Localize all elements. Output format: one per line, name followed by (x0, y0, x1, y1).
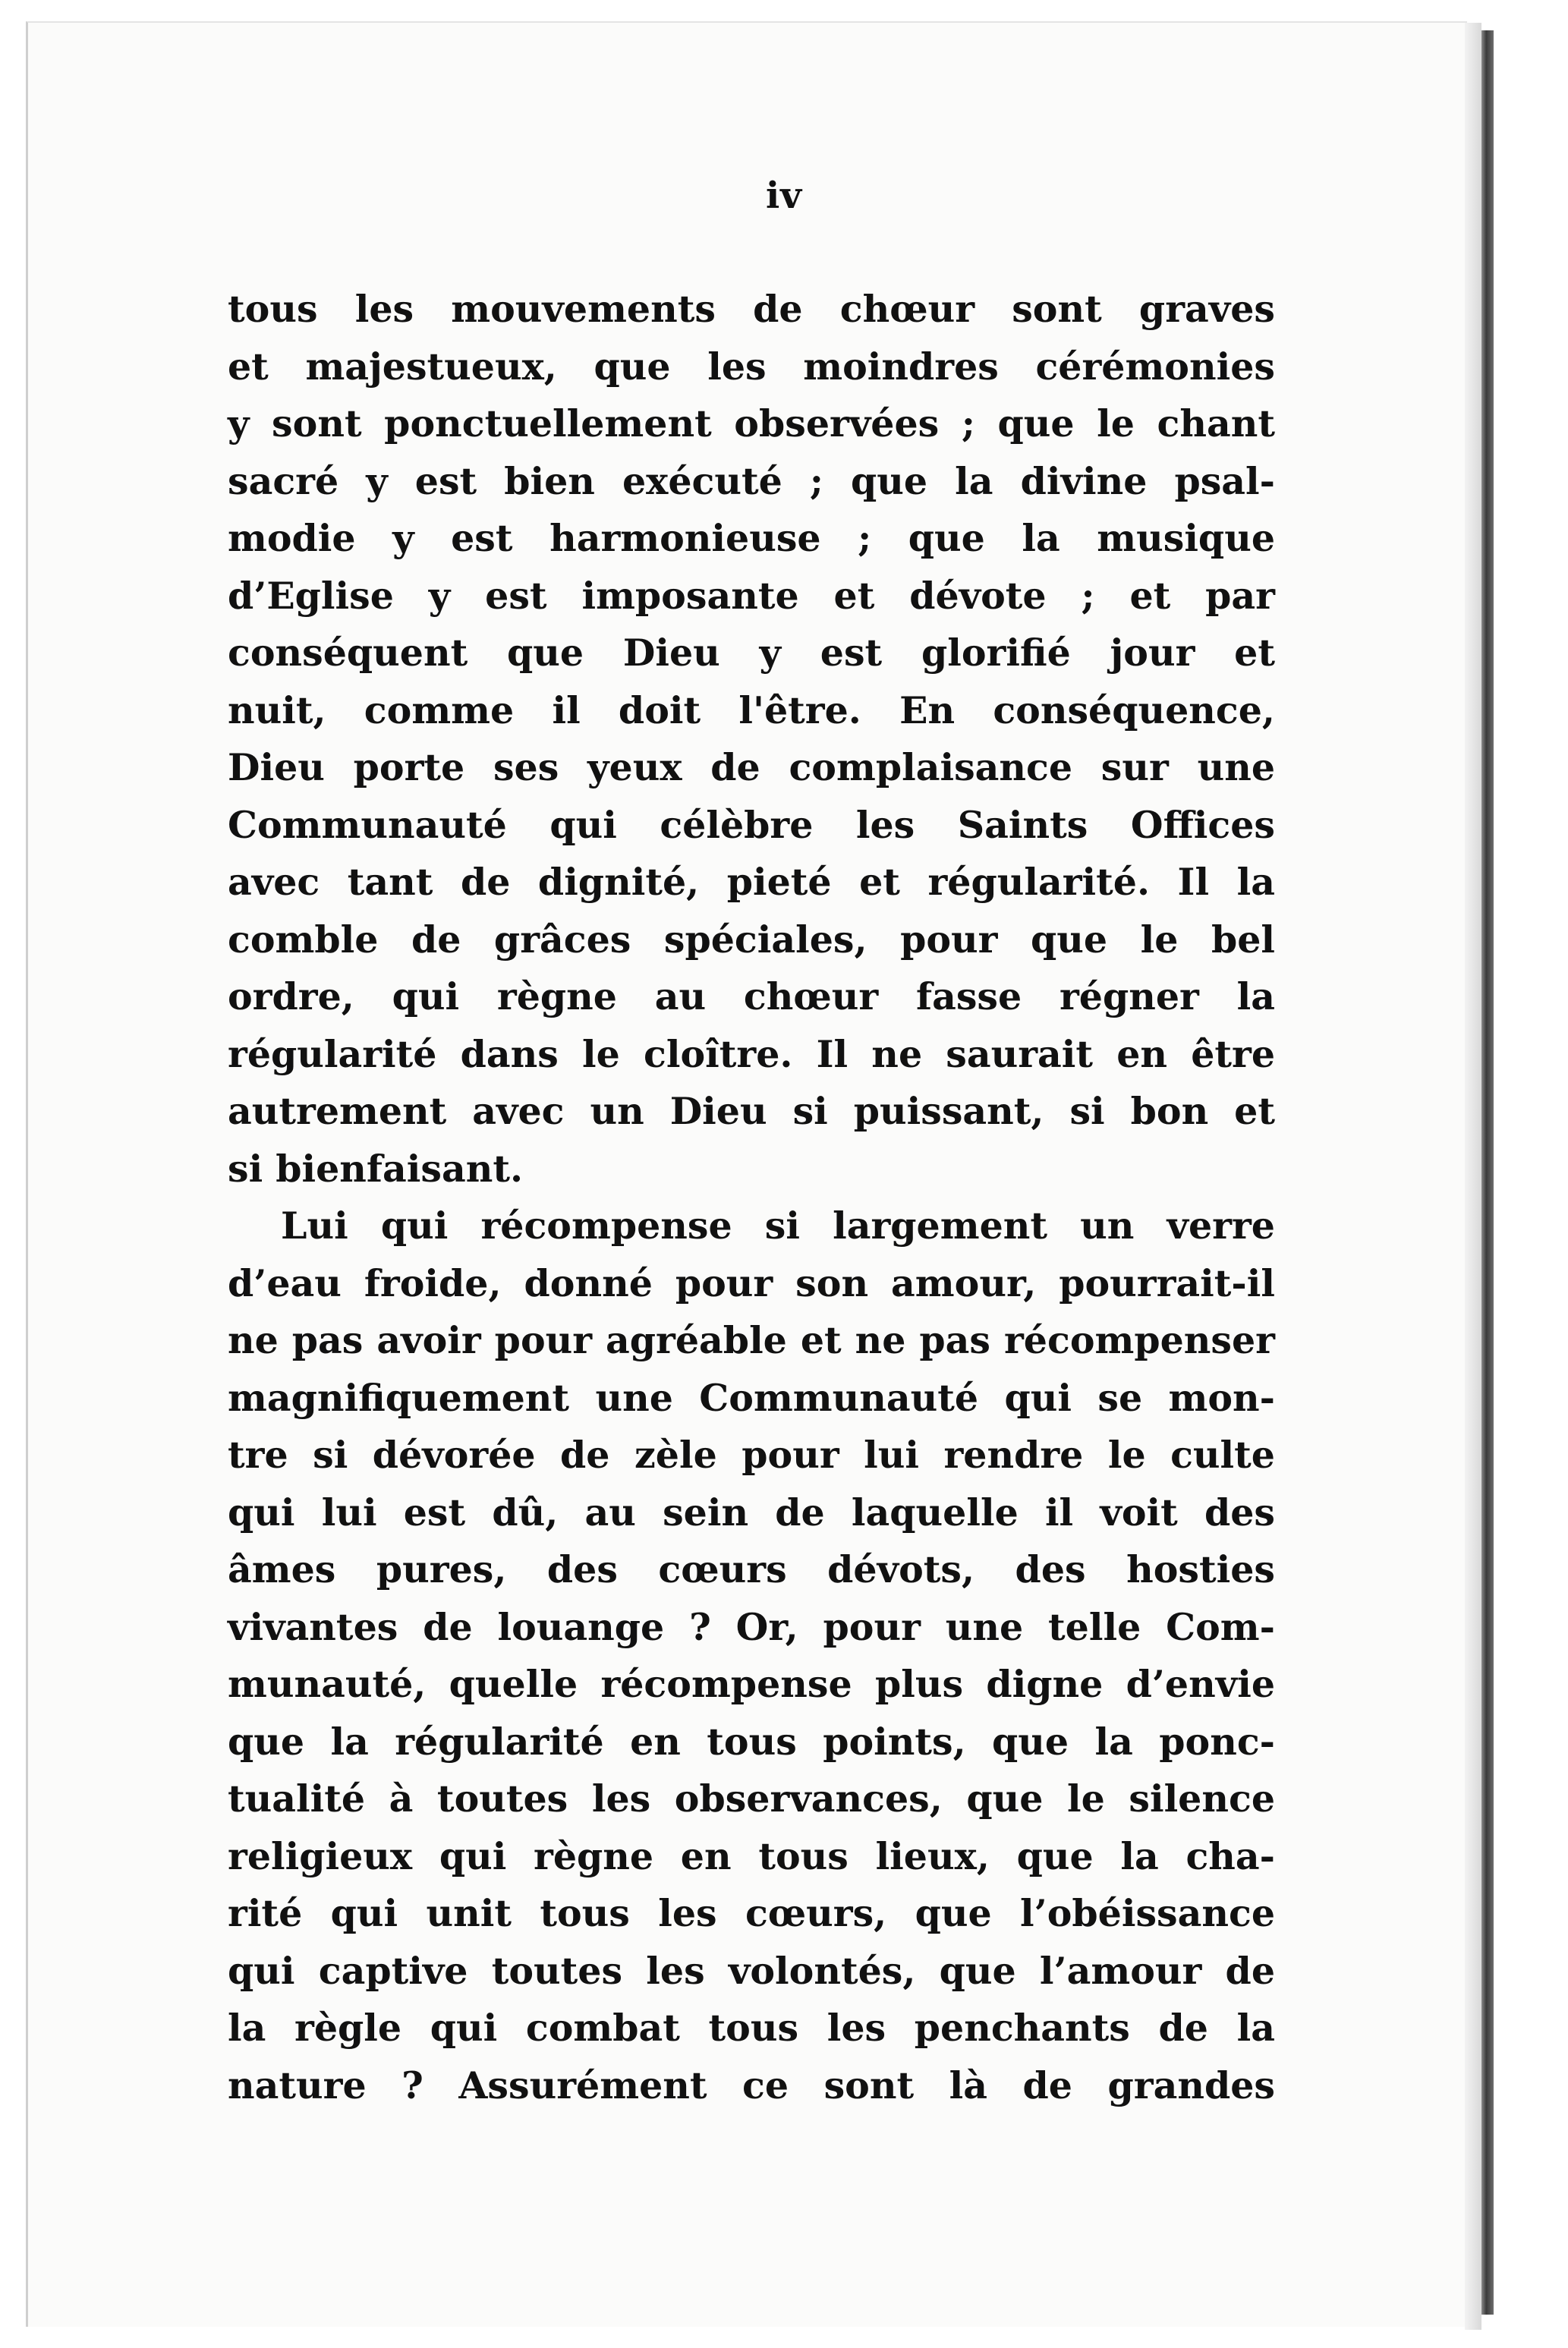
text-line: Communauté qui célèbre les Saints Offices (228, 802, 1275, 847)
text-line: nature ? Assurément ce sont là de grandes (228, 2063, 1275, 2107)
book-spine (1481, 30, 1494, 2315)
text-line: Lui qui récompense si largement un verre (281, 1204, 1275, 1248)
text-line: ne pas avoir pour agréable et ne pas récompenser (228, 1318, 1275, 1362)
text-line: qui lui est dû, au sein de laquelle il voit des (228, 1490, 1275, 1534)
text-line: âmes pures, des cœurs dévots, des hosties (228, 1547, 1275, 1591)
text-line: comble de grâces spéciales, pour que le bel (228, 917, 1275, 962)
text-line: rité qui unit tous les cœurs, que l’obéissance (228, 1891, 1275, 1935)
text-line: tualité à toutes les observances, que le silence (228, 1777, 1275, 1821)
text-line: nuit, comme il doit l'être. En conséquence, (228, 688, 1275, 732)
text-line: tre si dévorée de zèle pour lui rendre le culte (228, 1433, 1275, 1477)
text-line: tous les mouvements de chœur sont graves (228, 287, 1275, 331)
text-line: munauté, quelle récompense plus digne d’envie (228, 1662, 1275, 1706)
body-text (228, 281, 1275, 2114)
page-number: iv (765, 175, 803, 217)
text-line: d’Eglise y est imposante et dévote ; et par (228, 573, 1275, 618)
text-line: sacré y est bien exécuté ; que la divine psal- (228, 458, 1275, 503)
text-line: qui captive toutes les volontés, que l’amour de (228, 1948, 1275, 1993)
text-line: d’eau froide, donné pour son amour, pourrait-il (228, 1261, 1275, 1305)
page-edge (1465, 23, 1481, 2330)
text-line: magnifiquement une Communauté qui se mon- (228, 1375, 1275, 1420)
text-line: ordre, qui règne au chœur fasse régner la (228, 974, 1275, 1018)
text-line: Dieu porte ses yeux de complaisance sur une (228, 745, 1275, 789)
text-line: régularité dans le cloître. Il ne saurait en être (228, 1031, 1275, 1076)
paragraph-2 (228, 1198, 1275, 2114)
text-line: conséquent que Dieu y est glorifié jour et (228, 631, 1275, 675)
text-line: modie y est harmonieuse ; que la musique (228, 516, 1275, 560)
text-line: avec tant de dignité, pieté et régularité. Il la (228, 860, 1275, 904)
text-line: y sont ponctuellement observées ; que le chant (228, 401, 1275, 445)
text-line: religieux qui règne en tous lieux, que la cha- (228, 1833, 1275, 1878)
text-line: la règle qui combat tous les penchants de la (228, 2006, 1275, 2050)
paragraph-1 (228, 281, 1275, 1198)
text-line: si bienfaisant. (228, 1146, 524, 1191)
text-line: que la régularité en tous points, que la ponc- (228, 1719, 1275, 1764)
text-line: et majestueux, que les moindres cérémonies (228, 344, 1275, 389)
text-line: autrement avec un Dieu si puissant, si bon et (228, 1089, 1275, 1133)
text-line: vivantes de louange ? Or, pour une telle Com- (228, 1604, 1275, 1649)
